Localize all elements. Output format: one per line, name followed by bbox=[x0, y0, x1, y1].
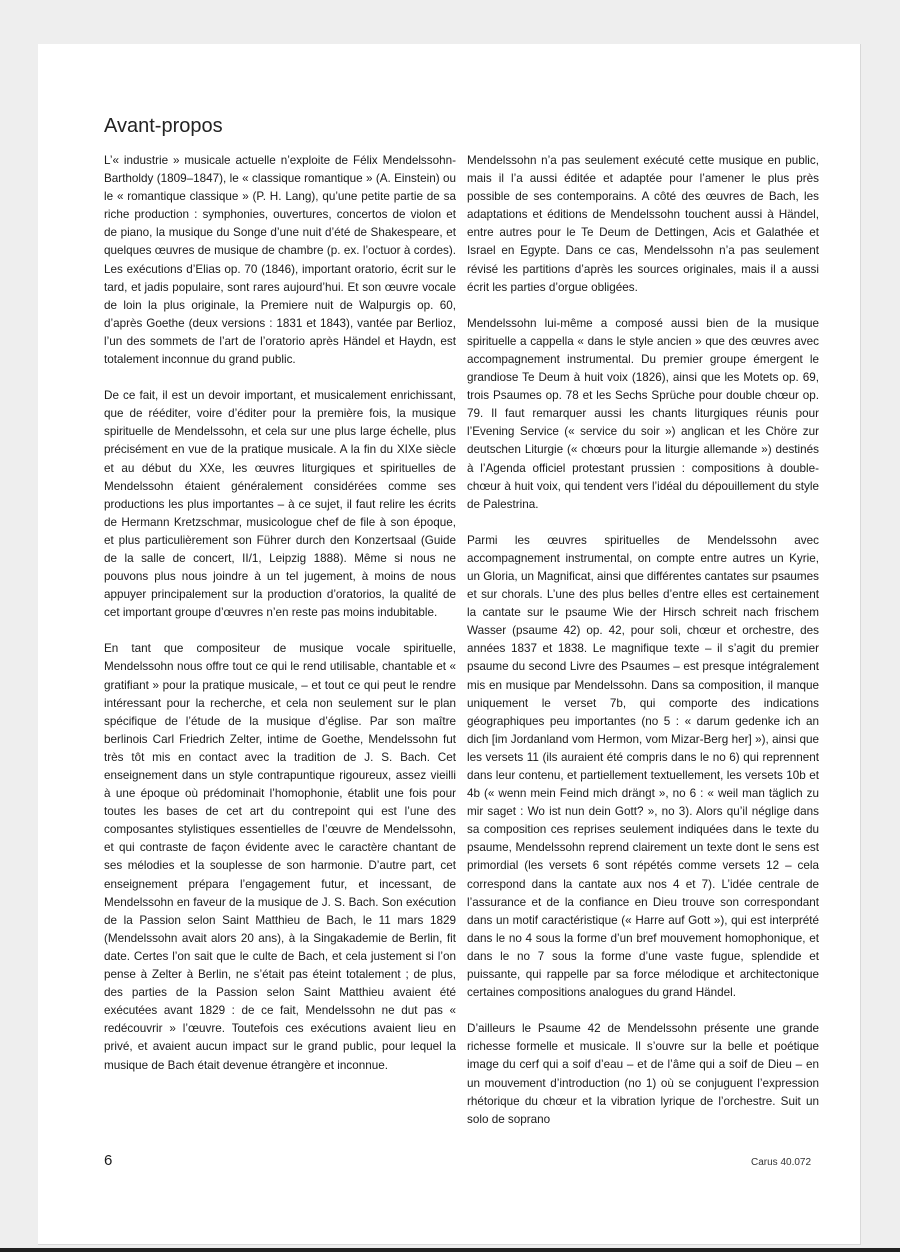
paragraph: En tant que compositeur de musique vocale spirituelle, Mendelssohn nous offre tout ce qui le rend utilisable, chantable et « gratifiant » pour la pratique musicale, – et tout ce qui peut le rendre intéressant pour la recherche, et cela non seulement sur le plan spécifique de l’étude de la musique d’église. Par son maître berlinois Carl Friedrich Zelter, intime de Goethe, Mendelssohn fut très tôt mis en contact avec la tradition de J. S. Bach. Cet enseignement dans un style contrapuntique rigoureux, assez vieilli à une époque où prédominait l’homophonie, établit une fois pour toutes les bases de cet art du contrepoint qui est l’une des composantes stylistiques essentielles de l’œuvre de Mendelssohn, et qui contraste de façon évidente avec le caractère chantant de ses mélodies et la souplesse de son harmonie. D’autre part, cet enseignement prépara l’engagement futur, et incessant, de Mendelssohn en faveur de la musique de J. S. Bach. Son exécution de la Passion selon Saint Matthieu de Bach, le 11 mars 1829 (Mendelssohn avait alors 20 ans), à la Singakademie de Berlin, fit date. Certes l’on sait que le culte de Bach, et cela justement si l’on pense à Zelter à Berlin, ne s’était pas éteint totalement ; de plus, des parties de la Passion selon Saint Matthieu avaient été exécutées avant 1829 : de ce fait, Mendelssohn ne dut pas « redécouvrir » l’œuvre. Toutefois ces exécutions avaient lieu en privé, et avaient aucun impact sur le grand public, pour lequel la musique de Bach était devenue étrangère et inconnue. bbox=[104, 642, 456, 1072]
right-column bbox=[467, 152, 819, 1147]
page-title: Avant-propos bbox=[104, 115, 223, 137]
left-column bbox=[104, 152, 456, 1093]
paragraph: L’« industrie » musicale actuelle n’exploite de Félix Mendelssohn-Bartholdy (1809–1847), le « classique romantique » (A. Einstein) ou le « romantique classique » (P. H. Lang), qu’une petite partie de sa riche production : symphonies, ouvertures, concertos de violon et de piano, la musique du Songe d’une nuit d’été de Shakespeare, et quelques œuvres de musique de chambre (p. ex. l’octuor à cordes). Les exécutions d’Elias op. 70 (1846), important oratorio, écrit sur le tard, et jadis populaire, sont rares aujourd’hui. Et son œuvre vocale de loin la plus originale, la Premiere nuit de Walpurgis op. 60, d’après Goethe (deux versions : 1831 et 1843), vantée par Berlioz, l’un des sommets de l’art de l’oratorio après Händel et Haydn, est totalement inconnue du grand public. bbox=[104, 154, 456, 367]
paragraph: Mendelssohn lui-même a composé aussi bien de la musique spirituelle a cappella « dans le style ancien » que des œuvres avec accompagnement instrumental. Du premier groupe émergent le grandiose Te Deum à huit voix (1826), ainsi que les Motets op. 69, trois Psaumes op. 78 et les Sechs Sprüche pour double chœur op. 79. Il faut remarquer aussi les chants liturgiques réunis pour l’Evening Service (« service du soir ») anglican et les Chöre zur deutschen Liturgie (« chœurs pour la liturgie allemande ») destinés à l’Agenda officiel protestant prussien : compositions à double-chœur à huit voix, qui tendent vers l’idéal du dépouillement du style de Palestrina. bbox=[467, 316, 819, 511]
paragraph: Parmi les œuvres spirituelles de Mendelssohn avec accompagnement instrumental, on compte entre autres un Kyrie, un Gloria, un Magnificat, ainsi que différentes cantates sur psaumes et sur chorals. L’une des plus belles d’entre elles est certainement la cantate sur le psaume Wie der Hirsch schreit nach frischem Wasser (psaume 42) op. 42, pour soli, chœur et orchestre, des années 1837 et 1838. Le magnifique texte – il s’agit du premier psaume du second Livre des Psaumes – est presque intégralement mis en musique par Mendelssohn. Dans sa composition, il manque uniquement le verset 7b, qui comporte des indications géographiques peu importantes (no 5 : « darum gedenke ich an dich [im Jordanland vom Hermon, vom Mizar-Berg her] »), ainsi que les versets 11 (ils auraient été compris dans le no 6) qui reprennent dans leur contenu, et partiellement textuellement, les versets 10b et 4b (« wenn mein Feind mich drängt », no 6 : « weil man täglich zu mir saget : Wo ist nun dein Gott? », no 3). Alors qu’il néglige dans sa composition ces reprises seulement indiquées dans le texte du psaume, Mendelssohn reprend clairement un texte dont le sens est primordial (les versets 6 sont répétés comme versets 12 – cela correspond dans la cantate aux nos 4 et 7). L’idée centrale de l’assurance et de la confiance en Dieu trouve son correspondant dans un motif caractéristique (« Harre auf Gott »), qui est interprété dans le no 4 sous la forme d’un bref mouvement homophonique, et dans le no 7 sous la forme d’une vaste fugue, splendide et puissante, qui rappelle par sa force mélodique et architectonique certaines compositions analogues du grand Händel. bbox=[467, 533, 819, 1000]
paragraph: De ce fait, il est un devoir important, et musicalement enrichissant, que de rééditer, voire d’éditer pour la première fois, la musique spirituelle de Mendelssohn, et cela sur une plus large échelle, plus précisément en vue de la pratique musicale. A la fin du XIXe siècle et au début du XXe, les œuvres liturgiques et spirituelles de Mendelssohn étaient généralement considérées comme ses productions les plus importantes – à ce sujet, il faut relire les écrits de Hermann Kretzschmar, musicologue chef de file à son époque, et plus particulièrement son Führer durch den Konzertsaal (Guide de la salle de concert, II/1, Leipzig 1888). Même si nous ne pouvons plus nous joindre à un tel jugement, à moins de nous appuyer principalement sur la production d’oratorios, la qualité de cet important groupe d’œuvres n’en reste pas moins indubitable. bbox=[104, 389, 456, 620]
bottom-rule bbox=[0, 1248, 900, 1252]
paragraph: Mendelssohn n’a pas seulement exécuté cette musique en public, mais il l’a aussi éditée et adaptée pour l’amener le plus près possible de ses contemporains. A côté des œuvres de Bach, les adaptations et éditions de Mendelssohn touchent aussi à Händel, entre autres pour le Te Deum de Dettingen, Acis et Galathée et Israel en Egypte. Dans ce cas, Mendelssohn n’a pas seulement révisé les partitions d’après les sources originales, mais il a aussi écrit les parties d’orgue obligées. bbox=[467, 154, 819, 294]
page-number: 6 bbox=[104, 1152, 113, 1169]
catalog-number: Carus 40.072 bbox=[751, 1157, 812, 1168]
paragraph: D’ailleurs le Psaume 42 de Mendelssohn présente une grande richesse formelle et musicale. Il s’ouvre sur la belle et poétique image du cerf qui a soif d’eau – et de l’âme qui a soif de Dieu – en un mouvement d’introduction (no 1) où se conjuguent l’expression rhétorique du chœur et la vibration lyrique de l’orchestre. Suit un solo de soprano bbox=[467, 1022, 819, 1126]
